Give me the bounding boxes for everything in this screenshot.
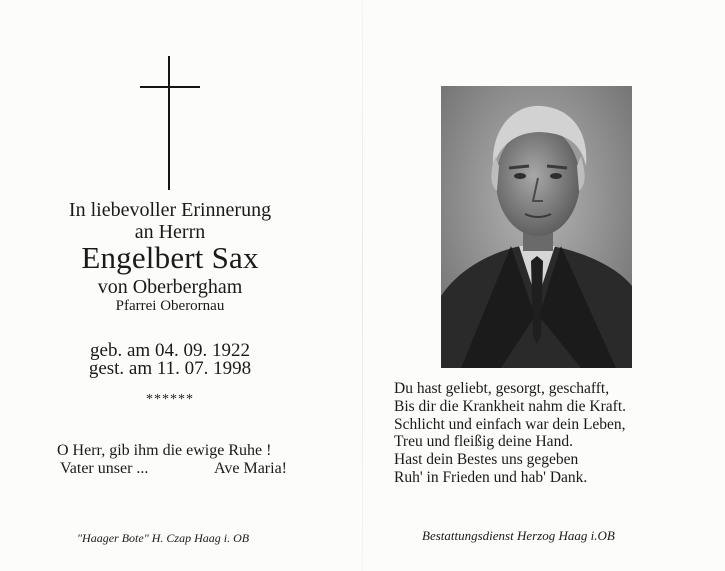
poem [394, 380, 626, 487]
portrait-image [441, 86, 632, 368]
portrait-photo [441, 86, 632, 368]
prayer-text: O Herr, gib ihm die ewige Ruhe ! [57, 442, 272, 459]
origin: von Oberbergham [97, 276, 243, 298]
prayer-our-father: Vater unser ... [60, 460, 149, 477]
printer-credit: "Haager Bote" H. Czap Haag i. OB [77, 531, 250, 545]
honorific: an Herrn [134, 221, 206, 243]
funeral-service-credit: Bestattungsdienst Herzog Haag i.OB [422, 528, 615, 543]
poem-line: Schlicht und einfach war dein Leben, [394, 415, 626, 433]
memory-line: In liebevoller Erinnerung [68, 199, 272, 221]
parish: Pfarrei Oberornau [115, 298, 225, 314]
death-date: gest. am 11. 07. 1998 [88, 358, 252, 379]
poem-line: Bis dir die Krankheit nahm die Kraft. [394, 397, 627, 415]
poem-line: Treu und fleißig deine Hand. [394, 433, 573, 451]
separator: ****** [146, 392, 194, 407]
prayer-ave-maria: Ave Maria! [214, 460, 287, 477]
left-panel [0, 0, 362, 571]
poem-line: Du hast geliebt, gesorgt, geschafft, [394, 380, 610, 397]
cross-icon [140, 56, 200, 190]
poem-line: Ruh' in Frieden und hab' Dank. [394, 468, 588, 486]
birth-date: geb. am 04. 09. 1922 [90, 340, 250, 361]
poem-line: Hast dein Bestes uns gegeben [394, 451, 579, 469]
deceased-name: Engelbert Sax [81, 240, 259, 275]
